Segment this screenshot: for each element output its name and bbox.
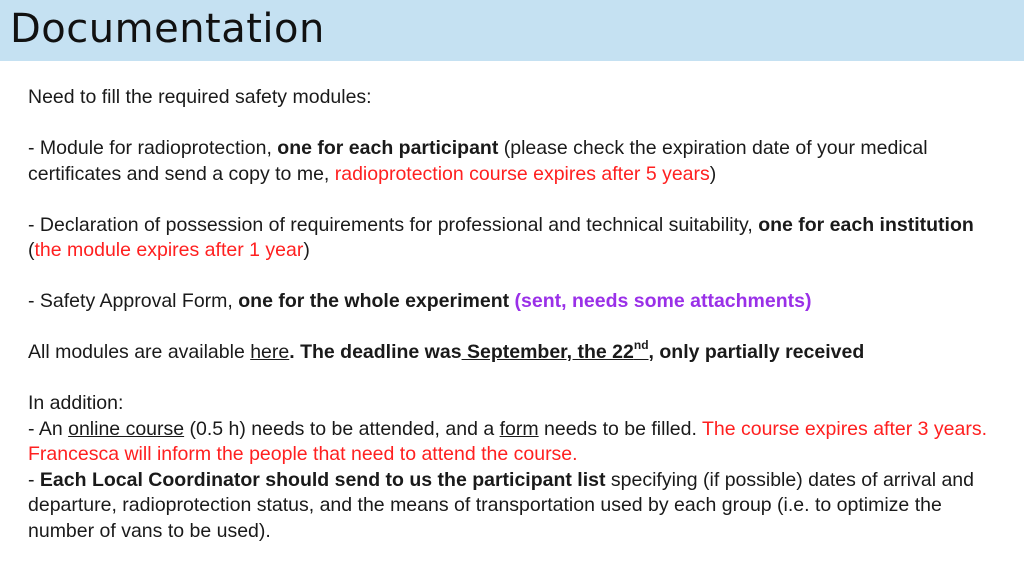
intro-text: Need to fill the required safety modules: (28, 86, 372, 108)
form-link[interactable]: form (499, 417, 539, 440)
module-radioprotection-suffix: ) (709, 162, 717, 185)
module-declaration-open: ( (28, 239, 35, 261)
deadline-status: , only partially received (648, 341, 865, 363)
addition-coordinator-bold: Each Local Coordinator should send to us the participant list (39, 468, 606, 491)
deadline-label: . The deadline was (289, 341, 462, 363)
addition-course-expiry: The course expires after 3 years. Francesca will inform the people that need to attend the course. (28, 417, 987, 465)
module-safety-approval-status: (sent, needs some attachments) (509, 290, 812, 312)
module-declaration-expiry: the module expires after 1 year (34, 239, 304, 261)
module-safety-approval-prefix: - Safety Approval Form, (28, 290, 239, 312)
module-safety-approval-bold: one for the whole experiment (238, 290, 510, 312)
addition-course-mid: (0.5 h) needs to be attended, and a (184, 417, 500, 440)
addition-coordinator-line (28, 468, 1008, 545)
addition-heading: In addition: (28, 392, 124, 414)
module-radioprotection-prefix: - Module for radioprotection, (28, 137, 278, 159)
title-bar (0, 0, 1024, 61)
deadline-date-suffix: nd (633, 337, 649, 352)
availability-line (28, 337, 1008, 366)
slide-body (28, 85, 1008, 544)
module-radioprotection-text: (please check the expiration date of your medical certificates and send a copy to me, (28, 137, 928, 185)
addition-coordinator-prefix: - (28, 468, 40, 491)
module-declaration-suffix: ) (303, 239, 310, 261)
module-radioprotection-bold: one for each participant (277, 137, 499, 159)
availability-prefix: All modules are available (28, 341, 251, 363)
slide-title: Documentation (10, 6, 325, 52)
module-radioprotection-expiry: radioprotection course expires after 5 years (334, 162, 710, 185)
addition-course-line (28, 417, 1008, 468)
module-radioprotection (28, 136, 1008, 187)
here-link[interactable]: here (250, 341, 290, 363)
module-safety-approval (28, 289, 1008, 315)
addition-course-after: needs to be filled. (538, 417, 702, 440)
module-declaration-prefix: - Declaration of possession of requirements for professional and technical suitability, (28, 213, 759, 236)
module-declaration (28, 213, 1008, 264)
module-declaration-bold: one for each institution (758, 213, 974, 236)
addition-coordinator-text: specifying (if possible) dates of arrival and departure, radioprotection status, and the means of transportation used by each group (i.e. to optimize the number of vans to be used). (28, 468, 974, 542)
online-course-link[interactable]: online course (68, 417, 185, 440)
deadline-date-text: September, the 22 (461, 341, 634, 363)
deadline-date (461, 337, 649, 363)
addition-course-prefix: - An (28, 417, 69, 440)
